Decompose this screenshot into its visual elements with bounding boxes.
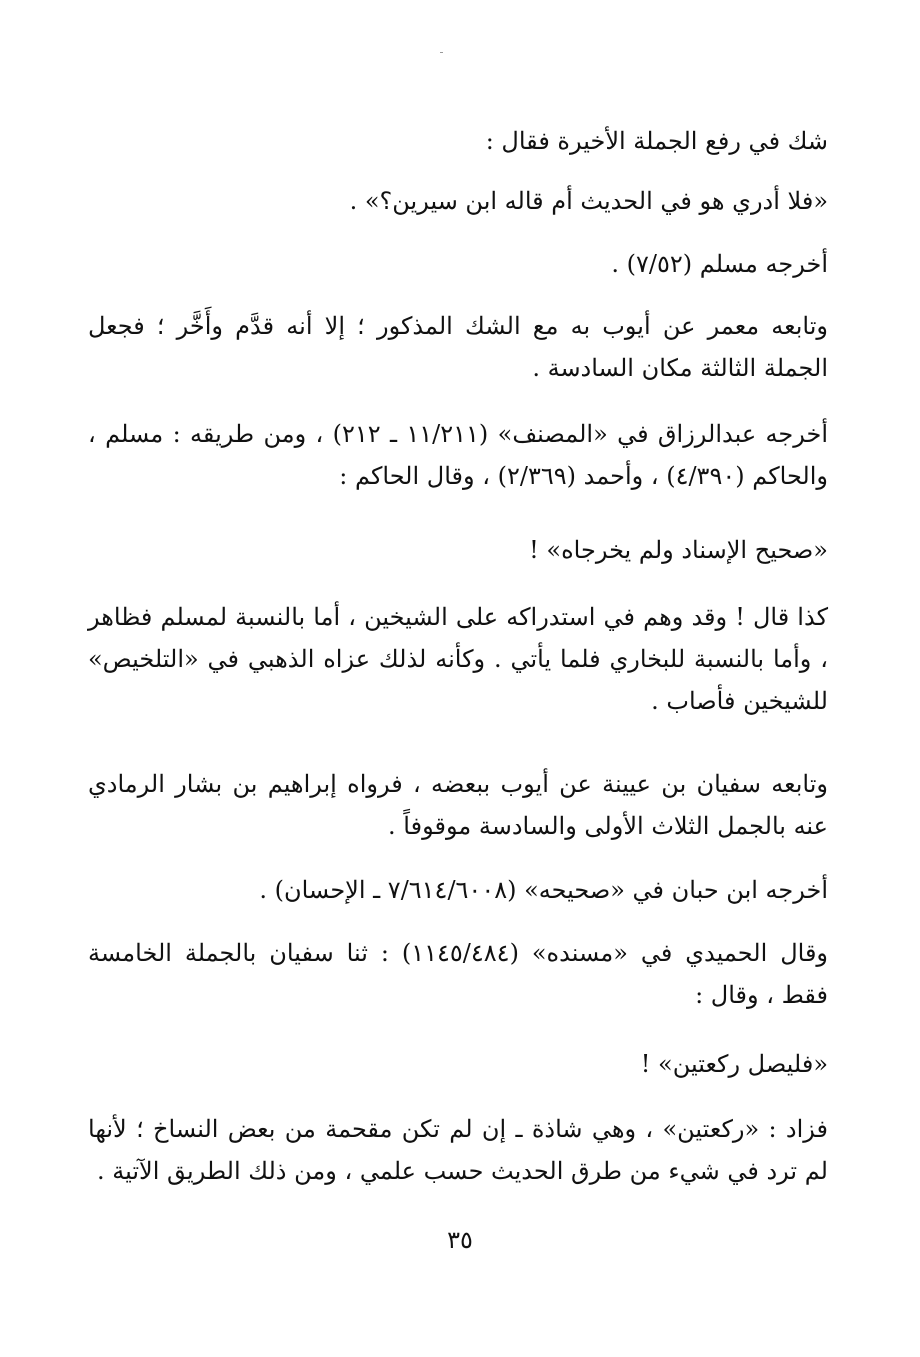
paragraph-11-quote: «فليصل ركعتين» ! [640, 1050, 828, 1078]
paragraph-2-quote: «فلا أدري هو في الحديث أم قاله ابن سيرين؟» . [349, 187, 828, 215]
paragraph-5: أخرجه عبدالرزاق في «المصنف» (١١/٢١١ ـ ٢١٢) ، ومن طريقه : مسلم ، والحاكم (٤/٣٩٠) ، وأحمد (٢/٣٦٩) ، وقال الحاكم : [88, 420, 828, 490]
paragraph-9-citation: أخرجه ابن حبان في «صحيحه» (٧/٦١٤/٦٠٠٨ ـ الإحسان) . [259, 876, 828, 904]
paragraph-12: فزاد : «ركعتين» ، وهي شاذة ـ إن لم تكن مقحمة من بعض النساخ ؛ لأنها لم ترد في شيء من طرق الحديث حسب علمي ، ومن ذلك الطريق الآتية . [88, 1115, 828, 1185]
paragraph-10: وقال الحميدي في «مسنده» (١١٤٥/٤٨٤) : ثنا سفيان بالجملة الخامسة فقط ، وقال : [88, 939, 828, 1009]
paragraph-4: وتابعه معمر عن أيوب به مع الشك المذكور ؛ إلا أنه قدَّم وأَخَّر ؛ فجعل الجملة الثالثة مكان السادسة . [88, 312, 828, 382]
paragraph-1: شك في رفع الجملة الأخيرة فقال : [485, 127, 828, 155]
paragraph-8: وتابعه سفيان بن عيينة عن أيوب ببعضه ، فرواه إبراهيم بن بشار الرمادي عنه بالجمل الثلاث الأولى والسادسة موقوفاً . [88, 770, 828, 840]
page-number: ٣٥ [447, 1226, 473, 1254]
paragraph-3-citation: أخرجه مسلم (٧/٥٢) . [611, 250, 828, 278]
top-mark [440, 52, 443, 53]
paragraph-6-quote: «صحيح الإسناد ولم يخرجاه» ! [529, 536, 828, 564]
paragraph-7: كذا قال ! وقد وهم في استدراكه على الشيخين ، أما بالنسبة لمسلم فظاهر ، وأما بالنسبة للبخاري فلما يأتي . وكأنه لذلك عزاه الذهبي في «التلخيص» للشيخين فأصاب . [88, 603, 828, 715]
